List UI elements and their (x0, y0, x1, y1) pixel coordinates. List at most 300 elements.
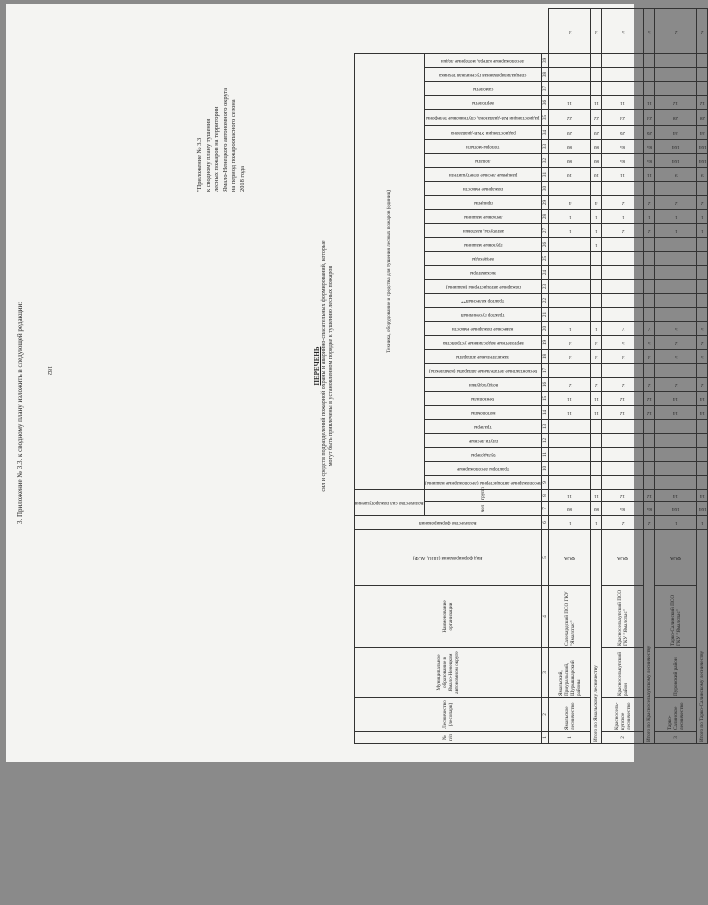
column-number: 15 (542, 392, 549, 406)
cell-value (549, 238, 591, 252)
header-formation-count-label: Количество формирований (419, 520, 477, 526)
cell-value (655, 9, 697, 54)
cell-value (655, 420, 697, 434)
heading-title: ПЕРЕЧЕНЬ (313, 346, 321, 386)
header-equipment-label: грузовые машины (463, 242, 503, 248)
cell-value (602, 126, 644, 140)
cell-value (591, 490, 602, 502)
cell-value-label: 20 (593, 130, 599, 136)
cell-kind-label: ФОА (564, 555, 576, 561)
cell-value (549, 336, 591, 350)
cell-value (549, 252, 591, 266)
cell-value (644, 392, 655, 406)
header-equipment-label: вездеходы (472, 256, 494, 262)
cell-value (655, 490, 697, 502)
header-equipment-label: вертолетные водосливные устройства (442, 340, 524, 346)
cell-value-label: 2 (621, 228, 625, 234)
cell-value (644, 294, 655, 308)
cell-value-label: 11 (567, 493, 573, 499)
cell-value (644, 350, 655, 364)
cell-value (549, 182, 591, 196)
cell-value-label: 11 (593, 410, 599, 416)
cell-value (644, 266, 655, 280)
cell-value-label: 2 (621, 382, 625, 388)
cell-value (602, 490, 644, 502)
cell-value (644, 110, 655, 126)
cell-value-label: 14 (699, 493, 705, 499)
header-formation-type (355, 530, 542, 586)
cell-value (549, 294, 591, 308)
cell-value-label: 23 (646, 115, 652, 121)
cell-value (591, 82, 602, 96)
cell-value-label: 11 (646, 172, 652, 178)
cell-value (549, 434, 591, 448)
cell-value (644, 280, 655, 294)
column-number: 30 (542, 182, 549, 196)
cell-municipality: Красноселькупский район (602, 648, 644, 698)
cell-value (549, 280, 591, 294)
cell-value (549, 350, 591, 364)
cell-value (591, 238, 602, 252)
table-row (655, 9, 697, 744)
cell-value-label: 104 (672, 506, 680, 512)
cell-value (591, 9, 602, 54)
cell-value (602, 110, 644, 126)
cell-value (697, 140, 708, 154)
cell-value (591, 126, 602, 140)
column-number: 3 (542, 648, 549, 698)
header-equipment-label: автобусы, вахтовки (462, 228, 504, 234)
cell-value (644, 490, 655, 502)
cell-value (655, 53, 697, 67)
cell-value (549, 392, 591, 406)
cell-value (655, 68, 697, 82)
cell-value-label: 34 (673, 130, 679, 136)
cell-value-label: 2 (701, 382, 704, 388)
total-row (591, 9, 602, 744)
cell-n: 3 (655, 732, 697, 744)
cell-value (591, 210, 602, 224)
cell-value (591, 168, 602, 182)
column-number: 38 (542, 68, 549, 82)
column-number: 21 (542, 308, 549, 322)
cell-value (655, 336, 697, 350)
cell-value (644, 378, 655, 392)
cell-value (591, 336, 602, 350)
header-equipment-item (424, 110, 542, 126)
cell-value (697, 252, 708, 266)
column-number: 13 (542, 420, 549, 434)
cell-value-label: 5 (674, 354, 678, 360)
cell-organization: Тарко-Салинский ПСО ГКУ "Ямалспас" (655, 586, 697, 648)
cell-value (549, 224, 591, 238)
cell-value (602, 210, 644, 224)
cell-value (591, 448, 602, 462)
cell-value (591, 224, 602, 238)
cell-forestry: Ямальское лесничество (549, 698, 591, 732)
cell-value-label: 2 (701, 200, 704, 206)
header-equipment: Техника, оборудование и средства для тушения лесных пожаров (единиц) (355, 53, 425, 489)
cell-value-label: 1 (674, 520, 678, 526)
cell-value-label: 12 (646, 410, 652, 416)
cell-forestry: Красносель-купское лесничество (602, 698, 644, 732)
cell-value (549, 9, 591, 54)
column-number: 36 (542, 96, 549, 110)
cell-value (549, 406, 591, 420)
cell-value-label: 4 (595, 200, 598, 206)
cell-value-label: 1 (568, 520, 572, 526)
cell-value-label: 1 (674, 214, 678, 220)
cell-value (697, 154, 708, 168)
column-number: 16 (542, 378, 549, 392)
cell-value (602, 196, 644, 210)
cell-value (697, 96, 708, 110)
cell-value (655, 476, 697, 490)
cell-value (655, 238, 697, 252)
cell-value-label: 1 (621, 214, 625, 220)
cell-value (655, 154, 697, 168)
cell-value-label: 14 (699, 410, 705, 416)
header-equipment-item (424, 154, 542, 168)
header-equipment-label: бесконтактные летательные аппараты (комплексы) (428, 368, 538, 374)
cell-value-label: 1 (595, 214, 598, 220)
cell-value-label: 1 (568, 228, 572, 234)
cell-value (591, 140, 602, 154)
cell-value (644, 182, 655, 196)
cell-value-label: 85 (646, 144, 652, 150)
cell-value-label: 5 (648, 340, 651, 346)
cell-value (644, 462, 655, 476)
cell-value (697, 110, 708, 126)
cell-value (591, 406, 602, 420)
column-number: 29 (542, 196, 549, 210)
rotated-page (194, 6, 707, 746)
cell-value-label: 2 (674, 200, 678, 206)
header-equipment-item (424, 252, 542, 266)
cell-value (644, 252, 655, 266)
cell-value (602, 9, 644, 54)
cell-value (549, 140, 591, 154)
total-row (697, 9, 708, 744)
cell-value (697, 350, 708, 364)
cell-value (655, 406, 697, 420)
cell-kind (655, 530, 697, 586)
cell-value (602, 96, 644, 110)
cell-value-label: 104 (672, 158, 680, 164)
cell-value-label: 5 (701, 354, 704, 360)
cell-n: 1 (549, 732, 591, 744)
table-row (549, 9, 591, 744)
cell-value (591, 53, 602, 67)
cell-value-label: 10 (593, 172, 599, 178)
cell-value (549, 322, 591, 336)
cell-value (697, 420, 708, 434)
cell-value (602, 140, 644, 154)
header-equipment-label: мотопомпы (470, 410, 496, 416)
header-equipment-item (424, 392, 542, 406)
cell-value (644, 420, 655, 434)
cell-value (591, 322, 602, 336)
cell-value-label: 14 (673, 396, 679, 402)
cell-value (697, 336, 708, 350)
cell-value (602, 154, 644, 168)
column-number: 18 (542, 350, 549, 364)
header-equipment-label: радиостанции КВ-диапазона, спутниковые телефоны (426, 115, 540, 121)
cell-value-label: 12 (646, 493, 652, 499)
column-number: 9 (542, 476, 549, 490)
cell-value (655, 96, 697, 110)
cell-value (644, 140, 655, 154)
cell-value (591, 266, 602, 280)
cell-value-label: 80 (567, 506, 573, 512)
cell-value (549, 53, 591, 67)
cell-value (697, 82, 708, 96)
cell-value-label: 7 (648, 326, 651, 332)
cell-value (602, 294, 644, 308)
cell-value (591, 294, 602, 308)
cell-value-label: 1 (595, 242, 598, 248)
cell-value-label: 26 (646, 130, 652, 136)
column-number: 25 (542, 252, 549, 266)
header-equipment-item (424, 378, 542, 392)
header-equipment-item (424, 448, 542, 462)
cell-value-label: 85 (620, 506, 626, 512)
appendix-line: лесных пожаров на территории (213, 106, 221, 192)
header-forces (355, 490, 425, 516)
header-n: № п/п (355, 732, 542, 744)
appendix-line: 2018 года (238, 166, 246, 192)
cell-forestry: Тарко-Салинское лесничество (655, 698, 697, 732)
header-equipment-item (424, 266, 542, 280)
cell-value (644, 516, 655, 530)
column-number: 19 (542, 336, 549, 350)
header-equipment-label: пожарные емкости (463, 186, 503, 192)
cell-organization: Красносельхупский ПСО ГКУ "Ямалспас" (602, 586, 644, 648)
cell-value (697, 266, 708, 280)
column-number: 26 (542, 238, 549, 252)
cell-value (602, 53, 644, 67)
cell-value (602, 420, 644, 434)
cell-value-label: 2 (648, 200, 651, 206)
header-groups: групп (424, 490, 542, 502)
cell-value (591, 68, 602, 82)
cell-value (697, 448, 708, 462)
header-forestry: Лесничество (лесопарк) (355, 698, 542, 732)
cell-value-label: 11 (593, 100, 599, 106)
cell-value (549, 168, 591, 182)
cell-value (591, 420, 602, 434)
appendix-line: "Приложение № 3.3 (196, 137, 203, 192)
cell-value (655, 392, 697, 406)
column-number: 37 (542, 82, 549, 96)
cell-value (644, 96, 655, 110)
column-number: 28 (542, 210, 549, 224)
cell-value-label: 34 (699, 130, 705, 136)
cell-value-label: 104 (698, 506, 707, 512)
cell-value (697, 502, 708, 516)
appendix-line: к сводному плану тушения (204, 118, 212, 192)
header-equipment-item (424, 224, 542, 238)
cell-value (591, 280, 602, 294)
cell-value-label: 2 (701, 340, 704, 346)
header-equipment-item (424, 82, 542, 96)
cell-value (644, 308, 655, 322)
cell-value (644, 9, 655, 54)
header-equipment-label: тралеры (474, 424, 492, 430)
cell-value (602, 392, 644, 406)
cell-value (644, 322, 655, 336)
cell-value (591, 378, 602, 392)
cell-value-label: 22 (593, 115, 599, 121)
header-municipality: Муниципальное образование в Ямало-Ненецком автономном округе (355, 648, 542, 698)
cell-value-label: 2 (648, 520, 651, 526)
cell-value-label: 80 (593, 506, 599, 512)
cell-value (655, 168, 697, 182)
cell-value (644, 238, 655, 252)
cell-value (591, 308, 602, 322)
cell-value-label: 1 (595, 520, 598, 526)
cell-value-label: 5 (648, 28, 651, 34)
header-equipment-item (424, 350, 542, 364)
cell-value (602, 406, 644, 420)
header-equipment-item (424, 406, 542, 420)
column-number: 8 (542, 490, 549, 502)
cell-value-label: 11 (620, 100, 626, 106)
header-equipment-label: трактор гусеничный (461, 312, 505, 318)
column-number: 2 (542, 698, 549, 732)
cell-value (549, 378, 591, 392)
cell-value-label: 5 (701, 326, 704, 332)
heading-line: могут быть привлечены в установленном порядке к тушению лесных пожаров (328, 265, 334, 467)
column-number: 27 (542, 224, 549, 238)
header-equipment-label: лопаты (475, 158, 491, 164)
cell-kind (602, 530, 644, 586)
column-number: 14 (542, 406, 549, 420)
cell-value (697, 490, 708, 502)
cell-value (655, 364, 697, 378)
cell-value (549, 110, 591, 126)
cell-value (644, 196, 655, 210)
column-number: 10 (542, 462, 549, 476)
header-equipment-item (424, 140, 542, 154)
cell-value (602, 448, 644, 462)
column-number: 35 (542, 110, 549, 126)
header-equipment-label: плуги лесные (468, 438, 498, 444)
cell-value-label: 5 (621, 28, 625, 34)
cell-value (602, 336, 644, 350)
cell-value (602, 322, 644, 336)
cell-value-label: 11 (567, 100, 573, 106)
column-number-row (542, 9, 549, 744)
table-row (602, 9, 644, 744)
cell-value (655, 516, 697, 530)
cell-value (655, 502, 697, 516)
column-number: 11 (542, 448, 549, 462)
header-equipment-item (424, 308, 542, 322)
cell-value (655, 196, 697, 210)
cell-value-label: 1 (595, 326, 598, 332)
cell-value-label: 22 (567, 115, 573, 121)
cell-value (549, 448, 591, 462)
header-equipment-label: экскаваторы (469, 270, 497, 276)
header-equipment-label: вертолеты (472, 100, 494, 106)
cell-value (549, 154, 591, 168)
cell-value (655, 140, 697, 154)
cell-value (602, 266, 644, 280)
cell-value (591, 252, 602, 266)
cell-value (602, 364, 644, 378)
cell-value (591, 502, 602, 516)
cell-value (549, 82, 591, 96)
header-equipment-item (424, 182, 542, 196)
cell-value-label: 11 (567, 410, 573, 416)
cell-value (644, 364, 655, 378)
cell-value-label: 2 (648, 382, 651, 388)
header-equipment-item (424, 196, 542, 210)
cell-value (602, 378, 644, 392)
cell-value (644, 224, 655, 238)
cell-value (549, 308, 591, 322)
cell-value (602, 168, 644, 182)
header-equipment-item (424, 126, 542, 140)
header-equipment-item (424, 96, 542, 110)
cell-value (549, 462, 591, 476)
cell-value (644, 168, 655, 182)
column-number: 20 (542, 322, 549, 336)
cell-value-label: 14 (673, 410, 679, 416)
cell-value (697, 210, 708, 224)
appendix-line: на период пожароопасного сезона (230, 99, 238, 192)
cell-municipality: Ямальский, Приуральский, Шурышкарский районы (549, 648, 591, 698)
cell-value (655, 294, 697, 308)
cell-value-label: 1 (595, 228, 598, 234)
cell-value-label: 28 (699, 115, 705, 121)
cell-value (655, 126, 697, 140)
cell-value (549, 126, 591, 140)
cell-total-label: Итого по Тарко-Салинскому лесничеству (697, 530, 708, 744)
cell-value-label: 1 (674, 228, 678, 234)
cell-value (697, 462, 708, 476)
cell-total-label: Итого по Ямальскому лесничеству (591, 530, 602, 744)
document-heading (314, 186, 335, 546)
cell-value (549, 196, 591, 210)
cell-value-label: 11 (593, 396, 599, 402)
cell-value (697, 168, 708, 182)
column-number: 6 (542, 516, 549, 530)
column-number: 5 (542, 530, 549, 586)
cell-value-label: 12 (620, 410, 626, 416)
cell-value (655, 434, 697, 448)
header-equipment-label: воздуходувки (468, 382, 498, 388)
header-equipment-label: специализированная гусеничная техника (439, 72, 527, 78)
column-number: 24 (542, 266, 549, 280)
cell-value (549, 96, 591, 110)
cell-value-label: 85 (646, 158, 652, 164)
cell-value (602, 516, 644, 530)
cell-value (697, 378, 708, 392)
cell-value (549, 364, 591, 378)
cell-value (602, 280, 644, 294)
header-equipment-label: самолеты (472, 86, 494, 92)
cell-value-label: 1 (568, 326, 572, 332)
cell-value-label: 3 (595, 354, 598, 360)
cell-value (644, 126, 655, 140)
cell-value (549, 502, 591, 516)
page-number: 182 (46, 366, 52, 375)
header-equipment-item (424, 336, 542, 350)
heading-line: сил и средств подразделений пожарной охраны и аварийно-спасательных формирований, которые (321, 240, 327, 492)
cell-value (602, 462, 644, 476)
